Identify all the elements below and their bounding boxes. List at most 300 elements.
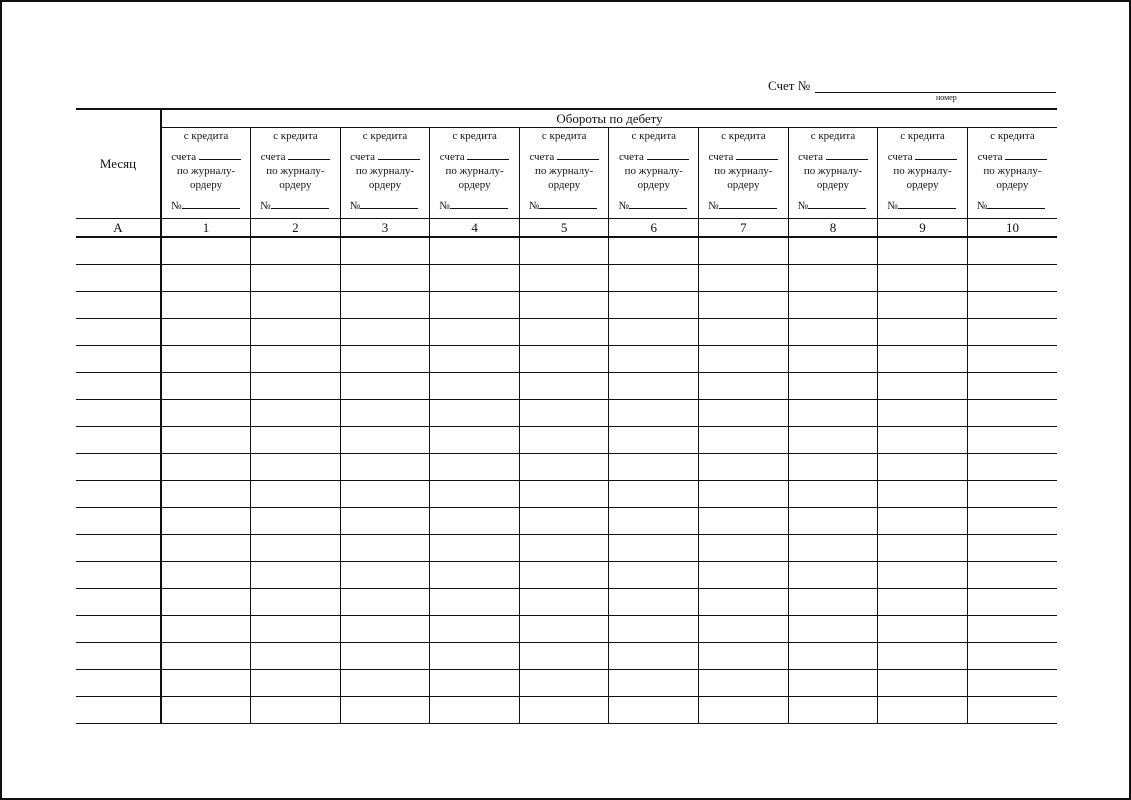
account-label: счета bbox=[430, 149, 519, 164]
amount-cell[interactable] bbox=[161, 346, 251, 373]
amount-cell[interactable] bbox=[699, 697, 789, 724]
month-cell[interactable] bbox=[76, 589, 161, 616]
account-blank[interactable] bbox=[557, 149, 599, 160]
table-row bbox=[76, 237, 1057, 265]
table-row bbox=[76, 454, 1057, 481]
amount-cell[interactable] bbox=[699, 535, 789, 562]
amount-cell[interactable] bbox=[519, 373, 609, 400]
amount-cell[interactable] bbox=[519, 670, 609, 697]
amount-cell[interactable] bbox=[519, 508, 609, 535]
amount-cell[interactable] bbox=[251, 616, 341, 643]
amount-cell[interactable] bbox=[609, 400, 699, 427]
amount-cell[interactable] bbox=[699, 400, 789, 427]
amount-cell[interactable] bbox=[609, 697, 699, 724]
amount-cell[interactable] bbox=[609, 616, 699, 643]
amount-cell[interactable] bbox=[251, 643, 341, 670]
journal-number: № bbox=[609, 198, 698, 213]
amount-cell[interactable] bbox=[251, 481, 341, 508]
amount-cell[interactable] bbox=[251, 400, 341, 427]
amount-cell[interactable] bbox=[340, 481, 430, 508]
month-cell[interactable] bbox=[76, 616, 161, 643]
amount-cell[interactable] bbox=[430, 400, 520, 427]
amount-cell[interactable] bbox=[519, 616, 609, 643]
amount-cell[interactable] bbox=[788, 508, 878, 535]
amount-cell[interactable] bbox=[699, 237, 789, 265]
amount-cell[interactable] bbox=[519, 697, 609, 724]
amount-cell[interactable] bbox=[967, 562, 1057, 589]
journal-number-blank[interactable] bbox=[719, 198, 777, 209]
account-blank[interactable] bbox=[378, 149, 420, 160]
amount-cell[interactable] bbox=[251, 589, 341, 616]
journal-label-2: ордеру bbox=[458, 179, 491, 191]
amount-cell[interactable] bbox=[161, 508, 251, 535]
account-blank[interactable] bbox=[736, 149, 778, 160]
month-cell[interactable] bbox=[76, 643, 161, 670]
header-row bbox=[76, 109, 1057, 128]
amount-cell[interactable] bbox=[878, 616, 968, 643]
amount-cell[interactable] bbox=[788, 292, 878, 319]
table-row bbox=[76, 427, 1057, 454]
credit-column-header bbox=[699, 128, 789, 219]
amount-cell[interactable] bbox=[967, 697, 1057, 724]
amount-cell[interactable] bbox=[251, 697, 341, 724]
credit-column-header bbox=[430, 128, 520, 219]
column-index-cell: 8 bbox=[788, 219, 878, 238]
amount-cell[interactable] bbox=[967, 481, 1057, 508]
account-blank[interactable] bbox=[199, 149, 241, 160]
amount-cell[interactable] bbox=[878, 319, 968, 346]
amount-cell[interactable] bbox=[699, 481, 789, 508]
amount-cell[interactable] bbox=[161, 265, 251, 292]
amount-cell[interactable] bbox=[251, 562, 341, 589]
month-cell[interactable] bbox=[76, 400, 161, 427]
month-cell[interactable] bbox=[76, 373, 161, 400]
amount-cell[interactable] bbox=[161, 643, 251, 670]
amount-cell[interactable] bbox=[251, 265, 341, 292]
journal-number: № bbox=[789, 198, 878, 213]
amount-cell[interactable] bbox=[609, 562, 699, 589]
table-row bbox=[76, 535, 1057, 562]
amount-cell[interactable] bbox=[878, 697, 968, 724]
month-cell[interactable] bbox=[76, 454, 161, 481]
journal-label-2: ордеру bbox=[727, 179, 760, 191]
amount-cell[interactable] bbox=[609, 237, 699, 265]
amount-cell[interactable] bbox=[430, 670, 520, 697]
account-label: счета bbox=[699, 149, 788, 164]
amount-cell[interactable] bbox=[430, 535, 520, 562]
amount-cell[interactable] bbox=[161, 400, 251, 427]
amount-cell[interactable] bbox=[519, 319, 609, 346]
amount-cell[interactable] bbox=[161, 319, 251, 346]
credit-column-header bbox=[967, 128, 1057, 219]
month-cell[interactable] bbox=[76, 481, 161, 508]
amount-cell[interactable] bbox=[340, 562, 430, 589]
journal-number: № bbox=[699, 198, 788, 213]
amount-cell[interactable] bbox=[878, 373, 968, 400]
journal-label-1: по журналу- bbox=[355, 165, 415, 177]
amount-cell[interactable] bbox=[699, 562, 789, 589]
amount-cell[interactable] bbox=[340, 697, 430, 724]
amount-cell[interactable] bbox=[519, 237, 609, 265]
credit-column-header bbox=[251, 128, 341, 219]
amount-cell[interactable] bbox=[251, 373, 341, 400]
amount-cell[interactable] bbox=[967, 265, 1057, 292]
journal-label-1: по журналу- bbox=[803, 165, 863, 177]
debit-turnover-header: Обороты по дебету bbox=[161, 109, 1057, 128]
amount-cell[interactable] bbox=[967, 643, 1057, 670]
amount-cell[interactable] bbox=[340, 535, 430, 562]
table-row bbox=[76, 265, 1057, 292]
amount-cell[interactable] bbox=[430, 643, 520, 670]
amount-cell[interactable] bbox=[967, 400, 1057, 427]
amount-cell[interactable] bbox=[340, 643, 430, 670]
journal-number: № bbox=[430, 198, 519, 213]
month-cell[interactable] bbox=[76, 670, 161, 697]
amount-cell[interactable] bbox=[699, 319, 789, 346]
account-blank[interactable] bbox=[467, 149, 509, 160]
journal-label-2: ордеру bbox=[368, 179, 402, 191]
amount-cell[interactable] bbox=[609, 643, 699, 670]
amount-cell[interactable] bbox=[699, 508, 789, 535]
amount-cell[interactable] bbox=[519, 265, 609, 292]
journal-label-1: по журналу- bbox=[983, 165, 1042, 177]
amount-cell[interactable] bbox=[699, 643, 789, 670]
amount-cell[interactable] bbox=[878, 346, 968, 373]
amount-cell[interactable] bbox=[430, 265, 520, 292]
amount-cell[interactable] bbox=[699, 454, 789, 481]
month-cell[interactable] bbox=[76, 292, 161, 319]
amount-cell[interactable] bbox=[161, 481, 251, 508]
amount-cell[interactable] bbox=[967, 237, 1057, 265]
amount-cell[interactable] bbox=[788, 589, 878, 616]
amount-cell[interactable] bbox=[878, 292, 968, 319]
column-index-cell: 9 bbox=[878, 219, 968, 238]
amount-cell[interactable] bbox=[519, 400, 609, 427]
amount-cell[interactable] bbox=[699, 589, 789, 616]
amount-cell[interactable] bbox=[609, 427, 699, 454]
credit-label: с кредита bbox=[990, 130, 1035, 142]
account-label: счета bbox=[968, 149, 1057, 164]
table-row bbox=[76, 373, 1057, 400]
amount-cell[interactable] bbox=[788, 400, 878, 427]
journal-label-2: ордеру bbox=[189, 179, 223, 191]
journal-number-blank[interactable] bbox=[898, 198, 956, 209]
amount-cell[interactable] bbox=[430, 562, 520, 589]
amount-cell[interactable] bbox=[430, 697, 520, 724]
debit-turnover-table bbox=[76, 108, 1057, 724]
amount-cell[interactable] bbox=[788, 427, 878, 454]
amount-cell[interactable] bbox=[340, 292, 430, 319]
journal-label-2: ордеру bbox=[906, 179, 939, 191]
amount-cell[interactable] bbox=[519, 427, 609, 454]
amount-cell[interactable] bbox=[967, 373, 1057, 400]
column-index-cell: 5 bbox=[519, 219, 609, 238]
column-index-cell: 3 bbox=[340, 219, 430, 238]
amount-cell[interactable] bbox=[878, 454, 968, 481]
amount-cell[interactable] bbox=[340, 454, 430, 481]
month-cell[interactable] bbox=[76, 535, 161, 562]
amount-cell[interactable] bbox=[251, 454, 341, 481]
amount-cell[interactable] bbox=[340, 373, 430, 400]
amount-cell[interactable] bbox=[878, 535, 968, 562]
table-row bbox=[76, 346, 1057, 373]
table-row bbox=[76, 562, 1057, 589]
amount-cell[interactable] bbox=[251, 535, 341, 562]
journal-label-1: по журналу- bbox=[893, 165, 952, 177]
amount-cell[interactable] bbox=[609, 454, 699, 481]
amount-cell[interactable] bbox=[430, 589, 520, 616]
amount-cell[interactable] bbox=[967, 670, 1057, 697]
amount-cell[interactable] bbox=[161, 616, 251, 643]
account-blank[interactable] bbox=[826, 149, 868, 160]
account-blank[interactable] bbox=[647, 149, 689, 160]
month-cell[interactable] bbox=[76, 697, 161, 724]
amount-cell[interactable] bbox=[430, 616, 520, 643]
amount-cell[interactable] bbox=[788, 346, 878, 373]
credit-label: с кредита bbox=[810, 130, 856, 142]
account-label: счета bbox=[251, 149, 340, 164]
column-index-cell: 2 bbox=[251, 219, 341, 238]
amount-cell[interactable] bbox=[251, 237, 341, 265]
journal-number-blank[interactable] bbox=[360, 198, 418, 209]
journal-label-1: по журналу- bbox=[624, 165, 683, 177]
amount-cell[interactable] bbox=[788, 697, 878, 724]
table-row bbox=[76, 697, 1057, 724]
amount-cell[interactable] bbox=[251, 319, 341, 346]
amount-cell[interactable] bbox=[340, 670, 430, 697]
account-label: счета bbox=[520, 149, 609, 164]
table-row bbox=[76, 481, 1057, 508]
amount-cell[interactable] bbox=[251, 292, 341, 319]
amount-cell[interactable] bbox=[430, 427, 520, 454]
amount-cell[interactable] bbox=[878, 400, 968, 427]
amount-cell[interactable] bbox=[161, 373, 251, 400]
amount-cell[interactable] bbox=[609, 346, 699, 373]
column-index-cell: 6 bbox=[609, 219, 699, 238]
month-cell[interactable] bbox=[76, 319, 161, 346]
amount-cell[interactable] bbox=[878, 481, 968, 508]
column-index-cell: 7 bbox=[699, 219, 789, 238]
amount-cell[interactable] bbox=[430, 346, 520, 373]
amount-cell[interactable] bbox=[340, 346, 430, 373]
amount-cell[interactable] bbox=[967, 319, 1057, 346]
account-blank[interactable] bbox=[288, 149, 330, 160]
sub-header-row bbox=[76, 128, 1057, 219]
amount-cell[interactable] bbox=[519, 535, 609, 562]
journal-label-2: ордеру bbox=[548, 179, 581, 191]
amount-cell[interactable] bbox=[878, 508, 968, 535]
credit-label: с кредита bbox=[183, 130, 229, 142]
amount-cell[interactable] bbox=[430, 508, 520, 535]
column-index-cell: 1 bbox=[161, 219, 251, 238]
table-row bbox=[76, 400, 1057, 427]
amount-cell[interactable] bbox=[788, 616, 878, 643]
account-blank[interactable] bbox=[915, 149, 957, 160]
amount-cell[interactable] bbox=[699, 346, 789, 373]
credit-label: с кредита bbox=[273, 130, 318, 142]
amount-cell[interactable] bbox=[967, 535, 1057, 562]
amount-cell[interactable] bbox=[430, 454, 520, 481]
amount-cell[interactable] bbox=[609, 670, 699, 697]
amount-cell[interactable] bbox=[430, 481, 520, 508]
amount-cell[interactable] bbox=[609, 319, 699, 346]
account-label: счета bbox=[878, 149, 967, 164]
credit-column-header bbox=[609, 128, 699, 219]
journal-label-2: ордеру bbox=[996, 179, 1029, 191]
amount-cell[interactable] bbox=[161, 589, 251, 616]
amount-cell[interactable] bbox=[967, 346, 1057, 373]
account-label: счета bbox=[162, 149, 250, 164]
amount-cell[interactable] bbox=[251, 346, 341, 373]
amount-cell[interactable] bbox=[519, 589, 609, 616]
amount-cell[interactable] bbox=[340, 508, 430, 535]
table-row bbox=[76, 643, 1057, 670]
amount-cell[interactable] bbox=[519, 643, 609, 670]
credit-label: с кредита bbox=[541, 130, 587, 142]
amount-cell[interactable] bbox=[878, 589, 968, 616]
amount-cell[interactable] bbox=[609, 373, 699, 400]
journal-number: № bbox=[878, 198, 967, 213]
journal-number-blank[interactable] bbox=[182, 198, 240, 209]
journal-label-1: по журналу- bbox=[266, 165, 325, 177]
amount-cell[interactable] bbox=[788, 670, 878, 697]
amount-cell[interactable] bbox=[161, 535, 251, 562]
column-index-cell: 4 bbox=[430, 219, 520, 238]
amount-cell[interactable] bbox=[699, 427, 789, 454]
amount-cell[interactable] bbox=[609, 589, 699, 616]
amount-cell[interactable] bbox=[430, 373, 520, 400]
credit-label: с кредита bbox=[900, 130, 945, 142]
amount-cell[interactable] bbox=[161, 454, 251, 481]
amount-cell[interactable] bbox=[878, 643, 968, 670]
amount-cell[interactable] bbox=[340, 319, 430, 346]
amount-cell[interactable] bbox=[699, 616, 789, 643]
journal-label-2: ордеру bbox=[816, 179, 850, 191]
table-row bbox=[76, 292, 1057, 319]
credit-column-header bbox=[788, 128, 878, 219]
amount-cell[interactable] bbox=[609, 535, 699, 562]
journal-number-blank[interactable] bbox=[629, 198, 687, 209]
amount-cell[interactable] bbox=[699, 670, 789, 697]
journal-number-blank[interactable] bbox=[808, 198, 866, 209]
amount-cell[interactable] bbox=[967, 427, 1057, 454]
amount-cell[interactable] bbox=[251, 670, 341, 697]
account-blank[interactable] bbox=[1005, 149, 1047, 160]
amount-cell[interactable] bbox=[967, 616, 1057, 643]
amount-cell[interactable] bbox=[430, 292, 520, 319]
amount-cell[interactable] bbox=[788, 265, 878, 292]
amount-cell[interactable] bbox=[340, 589, 430, 616]
amount-cell[interactable] bbox=[161, 670, 251, 697]
amount-cell[interactable] bbox=[699, 373, 789, 400]
credit-column-header bbox=[161, 128, 251, 219]
amount-cell[interactable] bbox=[340, 427, 430, 454]
amount-cell[interactable] bbox=[967, 292, 1057, 319]
amount-cell[interactable] bbox=[340, 616, 430, 643]
amount-cell[interactable] bbox=[340, 265, 430, 292]
journal-number: № bbox=[162, 198, 250, 213]
amount-cell[interactable] bbox=[788, 481, 878, 508]
month-cell[interactable] bbox=[76, 265, 161, 292]
amount-cell[interactable] bbox=[161, 697, 251, 724]
amount-cell[interactable] bbox=[251, 508, 341, 535]
amount-cell[interactable] bbox=[967, 454, 1057, 481]
amount-cell[interactable] bbox=[788, 237, 878, 265]
journal-number: № bbox=[251, 198, 340, 213]
month-column-header: Месяц bbox=[76, 109, 161, 219]
amount-cell[interactable] bbox=[788, 319, 878, 346]
amount-cell[interactable] bbox=[430, 319, 520, 346]
column-index-cell: А bbox=[76, 219, 161, 238]
amount-cell[interactable] bbox=[699, 265, 789, 292]
amount-cell[interactable] bbox=[878, 562, 968, 589]
amount-cell[interactable] bbox=[609, 265, 699, 292]
account-number-label: Счет № bbox=[768, 78, 811, 93]
journal-number-blank[interactable] bbox=[450, 198, 508, 209]
amount-cell[interactable] bbox=[161, 237, 251, 265]
amount-cell[interactable] bbox=[161, 292, 251, 319]
amount-cell[interactable] bbox=[519, 562, 609, 589]
column-index-row bbox=[76, 219, 1057, 238]
credit-label: с кредита bbox=[721, 130, 766, 142]
amount-cell[interactable] bbox=[519, 481, 609, 508]
amount-cell[interactable] bbox=[788, 373, 878, 400]
account-number-caption: номер bbox=[936, 93, 957, 102]
month-cell[interactable] bbox=[76, 237, 161, 265]
table-row bbox=[76, 589, 1057, 616]
table-row bbox=[76, 508, 1057, 535]
journal-number-blank[interactable] bbox=[987, 198, 1045, 209]
amount-cell[interactable] bbox=[788, 643, 878, 670]
journal-number-blank[interactable] bbox=[271, 198, 329, 209]
amount-cell[interactable] bbox=[967, 508, 1057, 535]
amount-cell[interactable] bbox=[788, 454, 878, 481]
amount-cell[interactable] bbox=[878, 237, 968, 265]
amount-cell[interactable] bbox=[161, 562, 251, 589]
credit-label: с кредита bbox=[631, 130, 677, 142]
month-cell[interactable] bbox=[76, 508, 161, 535]
credit-label: с кредита bbox=[362, 130, 408, 142]
amount-cell[interactable] bbox=[609, 292, 699, 319]
amount-cell[interactable] bbox=[430, 237, 520, 265]
amount-cell[interactable] bbox=[609, 481, 699, 508]
amount-cell[interactable] bbox=[788, 562, 878, 589]
amount-cell[interactable] bbox=[878, 670, 968, 697]
amount-cell[interactable] bbox=[878, 427, 968, 454]
amount-cell[interactable] bbox=[161, 427, 251, 454]
amount-cell[interactable] bbox=[519, 454, 609, 481]
month-cell[interactable] bbox=[76, 427, 161, 454]
account-label: счета bbox=[789, 149, 878, 164]
amount-cell[interactable] bbox=[878, 265, 968, 292]
amount-cell[interactable] bbox=[519, 346, 609, 373]
journal-label-2: ордеру bbox=[279, 179, 312, 191]
amount-cell[interactable] bbox=[967, 589, 1057, 616]
journal-label-1: по журналу- bbox=[176, 165, 236, 177]
table-row bbox=[76, 319, 1057, 346]
journal-number-blank[interactable] bbox=[539, 198, 597, 209]
amount-cell[interactable] bbox=[788, 535, 878, 562]
journal-number: № bbox=[520, 198, 609, 213]
amount-cell[interactable] bbox=[609, 508, 699, 535]
amount-cell[interactable] bbox=[519, 292, 609, 319]
amount-cell[interactable] bbox=[699, 292, 789, 319]
amount-cell[interactable] bbox=[340, 237, 430, 265]
month-cell[interactable] bbox=[76, 562, 161, 589]
amount-cell[interactable] bbox=[251, 427, 341, 454]
amount-cell[interactable] bbox=[340, 400, 430, 427]
month-cell[interactable] bbox=[76, 346, 161, 373]
